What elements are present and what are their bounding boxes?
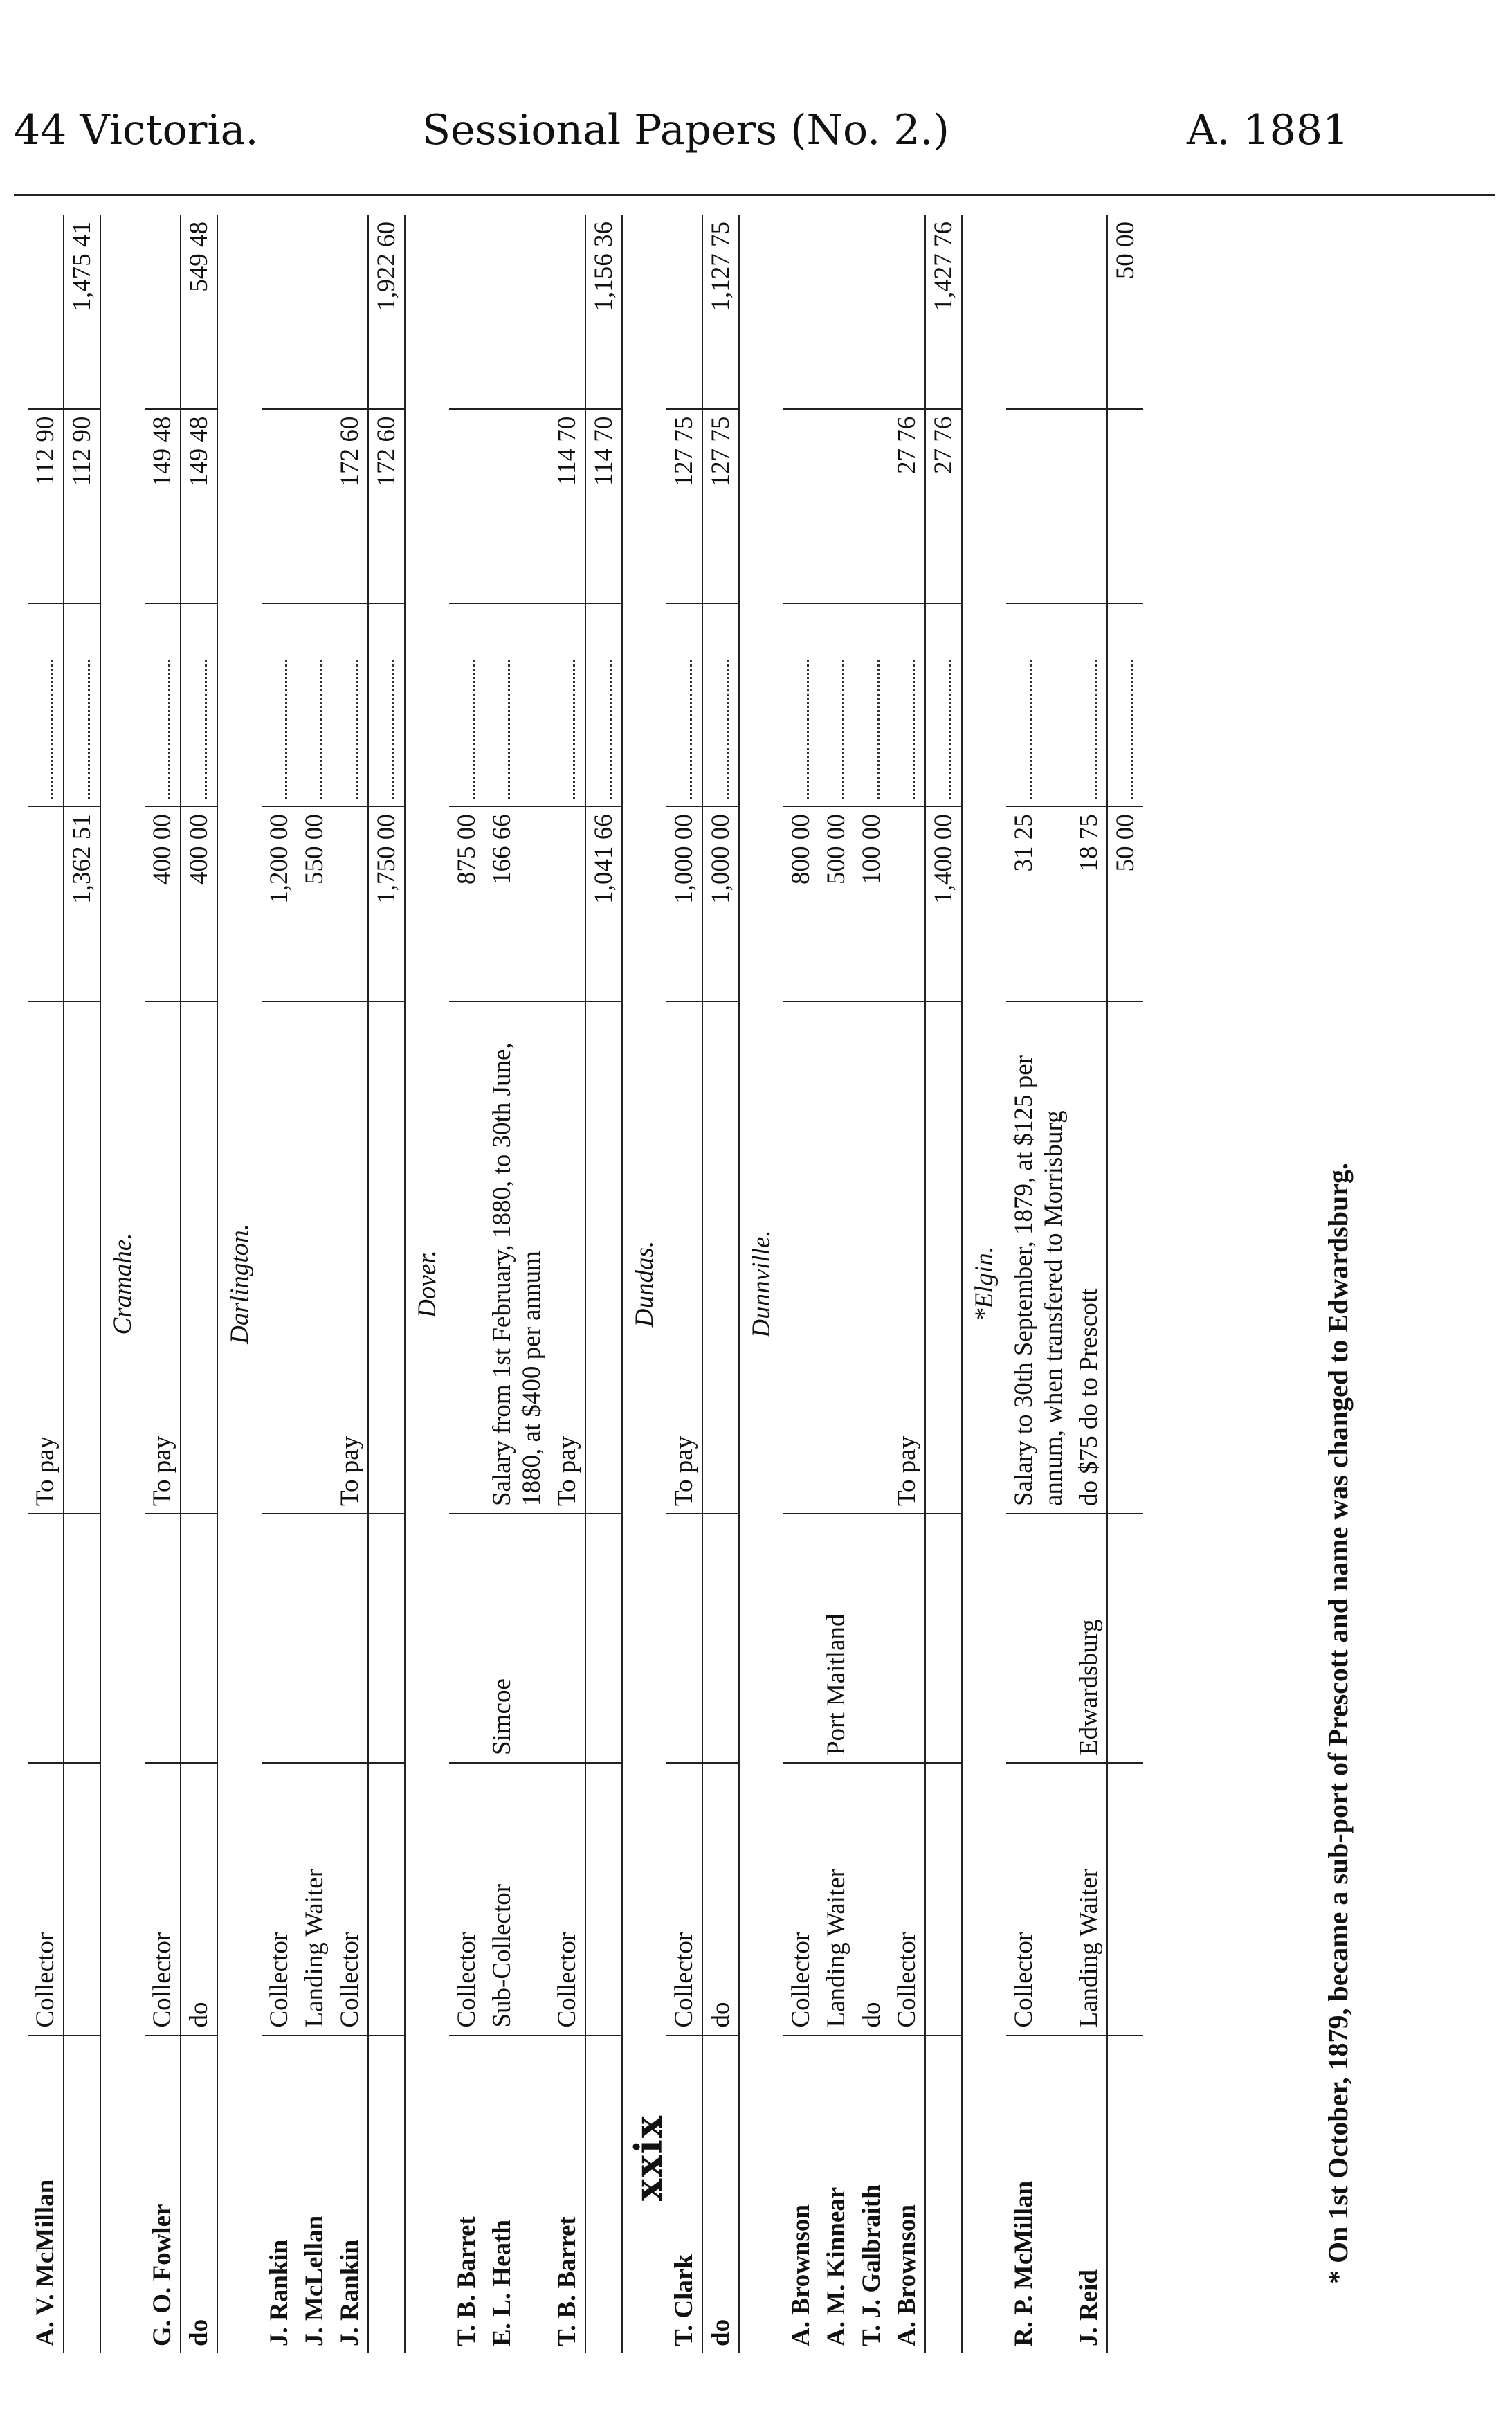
- ledger-row: [145, 215, 181, 2353]
- person-name: J. McLellan: [300, 2215, 329, 2346]
- description: [64, 1002, 100, 1514]
- section-heading: Dunnville.: [739, 215, 783, 2353]
- dot-leader: [819, 604, 854, 806]
- person-name: [925, 2036, 962, 2353]
- header-title: Sessional Papers (No. 2.): [422, 106, 949, 154]
- amount: 1,000 00: [702, 806, 739, 1002]
- subtotal: [449, 409, 484, 604]
- subtotal: [262, 409, 297, 604]
- amount: 550 00: [297, 806, 332, 1002]
- dot-leader-line: [190, 660, 207, 799]
- description: [262, 1002, 297, 1514]
- total: 1,427 76: [925, 215, 962, 409]
- total: [549, 215, 585, 409]
- port-name: [549, 1514, 585, 1763]
- total: 1,475 41: [64, 215, 100, 409]
- position: [368, 1763, 405, 2036]
- person-name: A. V. McMillan: [31, 2179, 60, 2346]
- port-name: Port Maitland: [819, 1514, 854, 1763]
- ledger-row: [549, 215, 585, 2353]
- person-name: R. P. McMillan: [1010, 2180, 1038, 2346]
- subtotal: 112 90: [64, 409, 100, 604]
- dot-leader-line: [153, 660, 170, 799]
- person-name: J. Rankin: [336, 2239, 364, 2346]
- person-name: T. B. Barret: [453, 2216, 481, 2346]
- port-name: [297, 1514, 332, 1763]
- dot-leader: [783, 604, 819, 806]
- position: Collector: [549, 1763, 585, 2036]
- section-heading-row: [622, 215, 666, 2353]
- amount: 31 25: [1006, 806, 1071, 1002]
- ledger-table: [28, 215, 1143, 2353]
- description: To pay: [666, 1002, 702, 1514]
- person-name: J. Rankin: [265, 2239, 293, 2346]
- dot-leader: [64, 604, 100, 806]
- dot-leader: [181, 604, 217, 806]
- ledger-row: [925, 215, 962, 2353]
- ledger-row: [484, 215, 549, 2353]
- port-name: [854, 1514, 889, 1763]
- section-heading: Dundas.: [622, 215, 666, 2353]
- position: Collector: [332, 1763, 368, 2036]
- section-heading-row: [739, 215, 783, 2353]
- port-name: Edwardsburg: [1071, 1514, 1107, 1763]
- amount: 400 00: [145, 806, 181, 1002]
- description: [297, 1002, 332, 1514]
- position: Landing Waiter: [819, 1763, 854, 2036]
- page-number: xxix: [626, 2114, 671, 2201]
- position: [64, 1763, 100, 2036]
- ledger-row: [181, 215, 217, 2353]
- port-name: [783, 1514, 819, 1763]
- section-heading: Cramahe.: [100, 215, 145, 2353]
- position: Landing Waiter: [297, 1763, 332, 2036]
- ledger-row: [28, 215, 64, 2353]
- position: Landing Waiter: [1071, 1763, 1107, 2036]
- port-name: [368, 1514, 405, 1763]
- position: Collector: [145, 1763, 181, 2036]
- person-name: G. O. Fowler: [148, 2204, 176, 2346]
- position: [1107, 1763, 1143, 2036]
- person-name: do: [181, 2036, 217, 2353]
- port-name: [702, 1514, 739, 1763]
- dot-leader: [145, 604, 181, 806]
- subtotal: [854, 409, 889, 604]
- position: Collector: [28, 1763, 64, 2036]
- section-heading: Darlington.: [217, 215, 262, 2353]
- total: [332, 215, 368, 409]
- subtotal: [1107, 409, 1143, 604]
- header-volume: 44 Victoria.: [14, 106, 259, 154]
- position: do: [854, 1763, 889, 2036]
- total: [666, 215, 702, 409]
- port-name: [889, 1514, 925, 1763]
- dot-leader-line: [493, 660, 510, 799]
- amount: [889, 806, 925, 1002]
- position: Collector: [262, 1763, 297, 2036]
- port-name: [585, 1514, 622, 1763]
- port-name: [666, 1514, 702, 1763]
- dot-leader-line: [594, 660, 612, 799]
- dot-leader-line: [862, 660, 880, 799]
- amount: 875 00: [449, 806, 484, 1002]
- description: Salary from 1st February, 1880, to 30th June, 1880, at $400 per annum: [484, 1002, 549, 1514]
- amount: [28, 806, 64, 1002]
- person-name: [1107, 2036, 1143, 2353]
- ledger-row: [819, 215, 854, 2353]
- dot-leader-line: [558, 660, 575, 799]
- port-name: [1107, 1514, 1143, 1763]
- position: Collector: [449, 1763, 484, 2036]
- amount: 1,400 00: [925, 806, 962, 1002]
- dot-leader: [702, 604, 739, 806]
- position: [925, 1763, 962, 2036]
- port-name: [64, 1514, 100, 1763]
- description: [702, 1002, 739, 1514]
- dot-leader-line: [898, 660, 915, 799]
- person-name: A. Brownson: [787, 2204, 815, 2346]
- dot-leader: [368, 604, 405, 806]
- amount: 18 75: [1071, 806, 1107, 1002]
- total: 50 00: [1107, 215, 1143, 409]
- description: do $75 do to Prescott: [1071, 1002, 1107, 1514]
- person-name: T. Clark: [670, 2254, 698, 2346]
- description: To pay: [28, 1002, 64, 1514]
- header-rule: [14, 194, 1495, 196]
- dot-leader-line: [792, 660, 809, 799]
- dot-leader-line: [711, 660, 729, 799]
- subtotal: 127 75: [666, 409, 702, 604]
- total: [297, 215, 332, 409]
- section-heading-row: [405, 215, 449, 2353]
- position: Collector: [1006, 1763, 1071, 2036]
- ledger-row: [889, 215, 925, 2353]
- amount: [332, 806, 368, 1002]
- description: To pay: [145, 1002, 181, 1514]
- description: [1107, 1002, 1143, 1514]
- description: To pay: [889, 1002, 925, 1514]
- amount: 1,200 00: [262, 806, 297, 1002]
- person-name: J. Reid: [1075, 2269, 1103, 2346]
- port-name: [1006, 1514, 1071, 1763]
- section-heading: *Elgin.: [962, 215, 1006, 2353]
- dot-leader: [449, 604, 484, 806]
- amount: 100 00: [854, 806, 889, 1002]
- position: Collector: [889, 1763, 925, 2036]
- header-year: A. 1881: [1187, 106, 1349, 154]
- subtotal: [1071, 409, 1107, 604]
- total: 1,156 36: [585, 215, 622, 409]
- description: [819, 1002, 854, 1514]
- dot-leader-line: [934, 660, 951, 799]
- total: [28, 215, 64, 409]
- subtotal: [819, 409, 854, 604]
- description: [368, 1002, 405, 1514]
- total: [854, 215, 889, 409]
- amount: 1,000 00: [666, 806, 702, 1002]
- subtotal: 27 76: [925, 409, 962, 604]
- dot-leader: [332, 604, 368, 806]
- subtotal: 149 48: [145, 409, 181, 604]
- description: Salary to 30th September, 1879, at $125 per annum, when transfered to Morrisburg: [1006, 1002, 1071, 1514]
- total: 1,127 75: [702, 215, 739, 409]
- amount: 1,041 66: [585, 806, 622, 1002]
- amount: 800 00: [783, 806, 819, 1002]
- description: To pay: [549, 1002, 585, 1514]
- description: [585, 1002, 622, 1514]
- subtotal: 112 90: [28, 409, 64, 604]
- position: Sub-Collector: [484, 1763, 549, 2036]
- dot-leader: [262, 604, 297, 806]
- subtotal: 114 70: [549, 409, 585, 604]
- position: do: [702, 1763, 739, 2036]
- port-name: [28, 1514, 64, 1763]
- ledger-row: [854, 215, 889, 2353]
- section-heading-row: [217, 215, 262, 2353]
- person-name: A. M. Kinnear: [822, 2186, 850, 2346]
- dot-leader-line: [270, 660, 287, 799]
- subtotal: 172 60: [332, 409, 368, 604]
- ledger-row: [368, 215, 405, 2353]
- position: do: [181, 1763, 217, 2036]
- person-name: do: [702, 2036, 739, 2353]
- description: [925, 1002, 962, 1514]
- ledger-row: [332, 215, 368, 2353]
- subtotal: 114 70: [585, 409, 622, 604]
- amount: 1,362 51: [64, 806, 100, 1002]
- description: To pay: [332, 1002, 368, 1514]
- dot-leader-line: [36, 660, 53, 799]
- amount: 50 00: [1107, 806, 1143, 1002]
- person-name: T. B. Barret: [553, 2216, 581, 2346]
- position: Collector: [666, 1763, 702, 2036]
- position: Collector: [783, 1763, 819, 2036]
- subtotal: 172 60: [368, 409, 405, 604]
- amount: [549, 806, 585, 1002]
- total: [449, 215, 484, 409]
- subtotal: [484, 409, 549, 604]
- subtotal: 149 48: [181, 409, 217, 604]
- port-name: [925, 1514, 962, 1763]
- position: [585, 1763, 622, 2036]
- description: [181, 1002, 217, 1514]
- dot-leader-line: [377, 660, 394, 799]
- ledger-row: [1071, 215, 1107, 2353]
- port-name: [262, 1514, 297, 1763]
- ledger-row: [297, 215, 332, 2353]
- amount: 166 66: [484, 806, 549, 1002]
- port-name: Simcoe: [484, 1514, 549, 1763]
- port-name: [449, 1514, 484, 1763]
- description: [449, 1002, 484, 1514]
- total: [889, 215, 925, 409]
- person-name: T. J. Galbraith: [857, 2184, 886, 2346]
- amount: 500 00: [819, 806, 854, 1002]
- dot-leader: [484, 604, 549, 806]
- dot-leader-line: [827, 660, 844, 799]
- ledger-row: [262, 215, 297, 2353]
- dot-leader-line: [1116, 660, 1133, 799]
- dot-leader: [585, 604, 622, 806]
- person-name: [64, 2036, 100, 2353]
- dot-leader: [1071, 604, 1107, 806]
- section-heading: Dover.: [405, 215, 449, 2353]
- section-heading-row: [100, 215, 145, 2353]
- port-name: [181, 1514, 217, 1763]
- dot-leader: [297, 604, 332, 806]
- description: [854, 1002, 889, 1514]
- ledger-row: [585, 215, 622, 2353]
- subtotal: [297, 409, 332, 604]
- total: [484, 215, 549, 409]
- ledger-row: [449, 215, 484, 2353]
- dot-leader: [549, 604, 585, 806]
- rotated-ledger-table: [28, 215, 1329, 2353]
- total: [1006, 215, 1071, 409]
- dot-leader-line: [1080, 660, 1097, 799]
- ledger-row: [666, 215, 702, 2353]
- subtotal: 27 76: [889, 409, 925, 604]
- person-name: A. Brownson: [893, 2204, 921, 2346]
- dot-leader-line: [305, 660, 322, 799]
- total: [1071, 215, 1107, 409]
- section-heading-row: [962, 215, 1006, 2353]
- dot-leader-line: [1014, 660, 1032, 799]
- dot-leader: [925, 604, 962, 806]
- person-name: E. L. Heath: [488, 2220, 516, 2346]
- dot-leader-line: [73, 660, 90, 799]
- description: [783, 1002, 819, 1514]
- ledger-body: [28, 215, 1143, 2353]
- total: [262, 215, 297, 409]
- ledger-row: [702, 215, 739, 2353]
- ledger-row: [1107, 215, 1143, 2353]
- dot-leader: [889, 604, 925, 806]
- total: [819, 215, 854, 409]
- total: 549 48: [181, 215, 217, 409]
- subtotal: [1006, 409, 1071, 604]
- ledger-row: [1006, 215, 1071, 2353]
- dot-leader-line: [340, 660, 358, 799]
- dot-leader: [854, 604, 889, 806]
- dot-leader: [666, 604, 702, 806]
- port-name: [332, 1514, 368, 1763]
- subtotal: 127 75: [702, 409, 739, 604]
- total: [145, 215, 181, 409]
- ledger-row: [783, 215, 819, 2353]
- dot-leader: [1107, 604, 1143, 806]
- dot-leader-line: [457, 660, 475, 799]
- amount: 400 00: [181, 806, 217, 1002]
- ledger-row: [64, 215, 100, 2353]
- dot-leader: [28, 604, 64, 806]
- dot-leader-line: [675, 660, 692, 799]
- person-name: [368, 2036, 405, 2353]
- amount: 1,750 00: [368, 806, 405, 1002]
- dot-leader: [1006, 604, 1071, 806]
- port-name: [145, 1514, 181, 1763]
- footnote: * On 1st October, 1879, became a sub-port of Prescott and name was changed to Edwardsburg.: [1322, 1163, 1354, 2284]
- total: [783, 215, 819, 409]
- person-name: [585, 2036, 622, 2353]
- total: 1,922 60: [368, 215, 405, 409]
- subtotal: [783, 409, 819, 604]
